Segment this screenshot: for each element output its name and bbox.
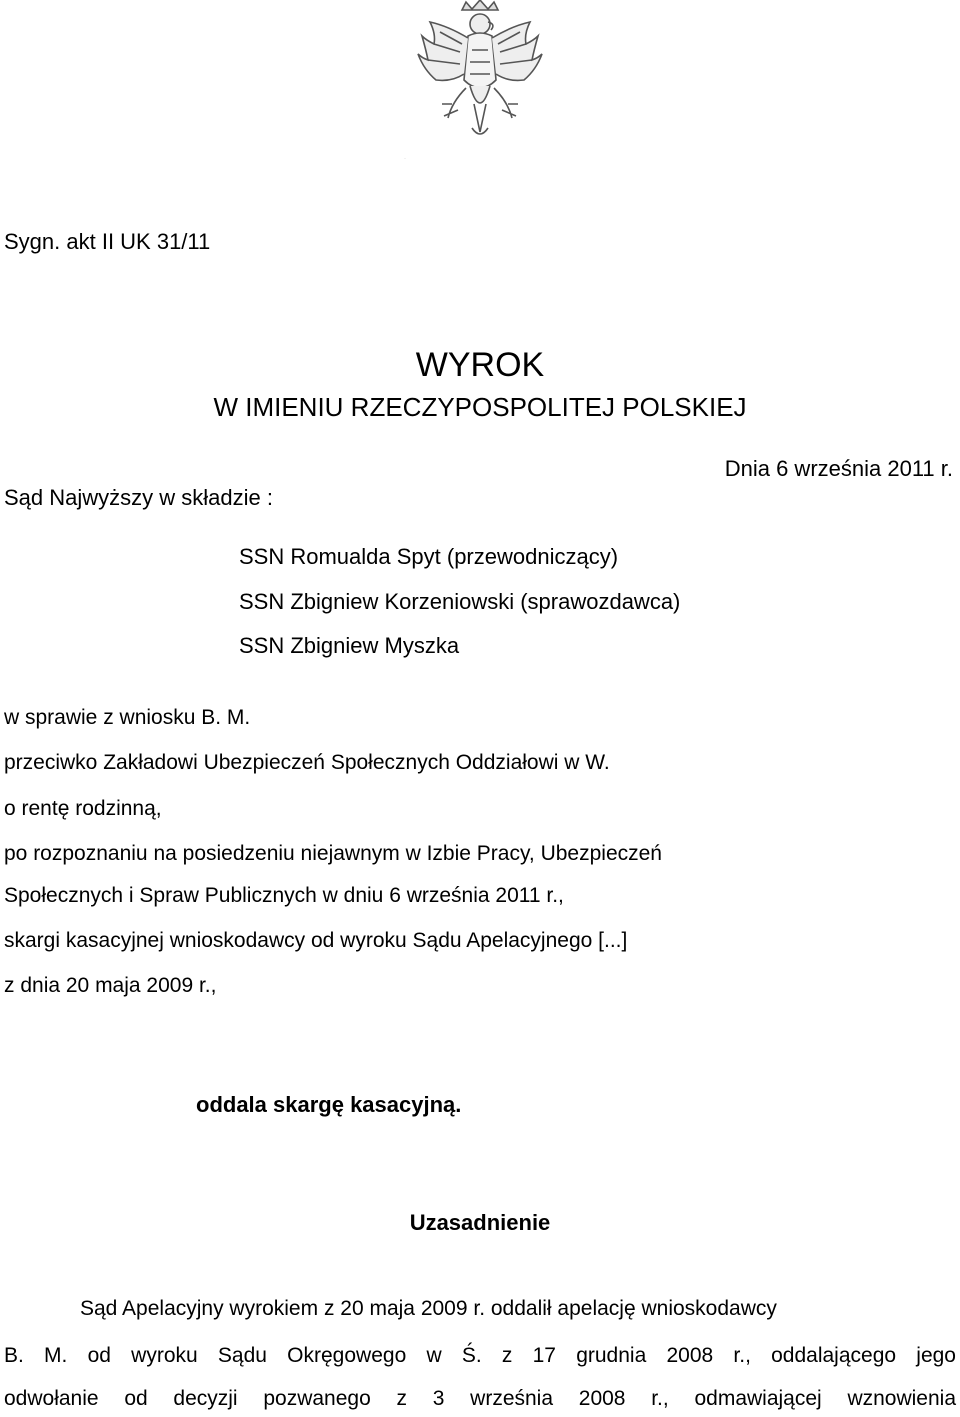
document-title: WYROK xyxy=(415,346,545,384)
justification-line: odwołanie od decyzji pozwanego z 3 września 2008 r., odmawiającej wznowienia xyxy=(4,1387,956,1410)
judge-presiding: SSN Romualda Spyt (przewodniczący) xyxy=(239,544,619,569)
judgment-date: Dnia 6 września 2011 r. xyxy=(724,456,953,481)
case-line: Społecznych i Spraw Publicznych w dniu 6 września 2011 r., xyxy=(4,884,564,907)
case-signature: Sygn. akt II UK 31/11 xyxy=(4,229,211,254)
judge-rapporteur: SSN Zbigniew Korzeniowski (sprawozdawca) xyxy=(239,589,681,614)
justification-line: B. M. od wyroku Sądu Okręgowego w Ś. z 17 grudnia 2008 r., oddalającego jego xyxy=(4,1344,956,1367)
case-line: o rentę rodzinną, xyxy=(4,797,162,820)
justification-line: Sąd Apelacyjny wyrokiem z 20 maja 2009 r. oddalił apelację wnioskodawcy xyxy=(80,1297,777,1320)
case-line: skargi kasacyjnej wnioskodawcy od wyroku Sądu Apelacyjnego [...] xyxy=(4,929,628,952)
case-line: w sprawie z wniosku B. M. xyxy=(4,706,251,729)
case-line: z dnia 20 maja 2009 r., xyxy=(4,974,217,997)
svg-text:·: · xyxy=(404,156,406,162)
polish-eagle-emblem xyxy=(400,0,560,165)
document-subtitle: W IMIENIU RZECZYPOSPOLITEJ POLSKIEJ xyxy=(213,392,747,422)
case-line: przeciwko Zakładowi Ubezpieczeń Społecznych Oddziałowi w W. xyxy=(4,751,610,774)
justification-heading: Uzasadnienie xyxy=(409,1210,551,1235)
case-line: po rozpoznaniu na posiedzeniu niejawnym w Izbie Pracy, Ubezpieczeń xyxy=(4,842,662,865)
ruling-text: oddala skargę kasacyjną. xyxy=(196,1092,462,1117)
judge-member: SSN Zbigniew Myszka xyxy=(239,633,460,658)
court-composition-label: Sąd Najwyższy w składzie : xyxy=(4,485,273,510)
